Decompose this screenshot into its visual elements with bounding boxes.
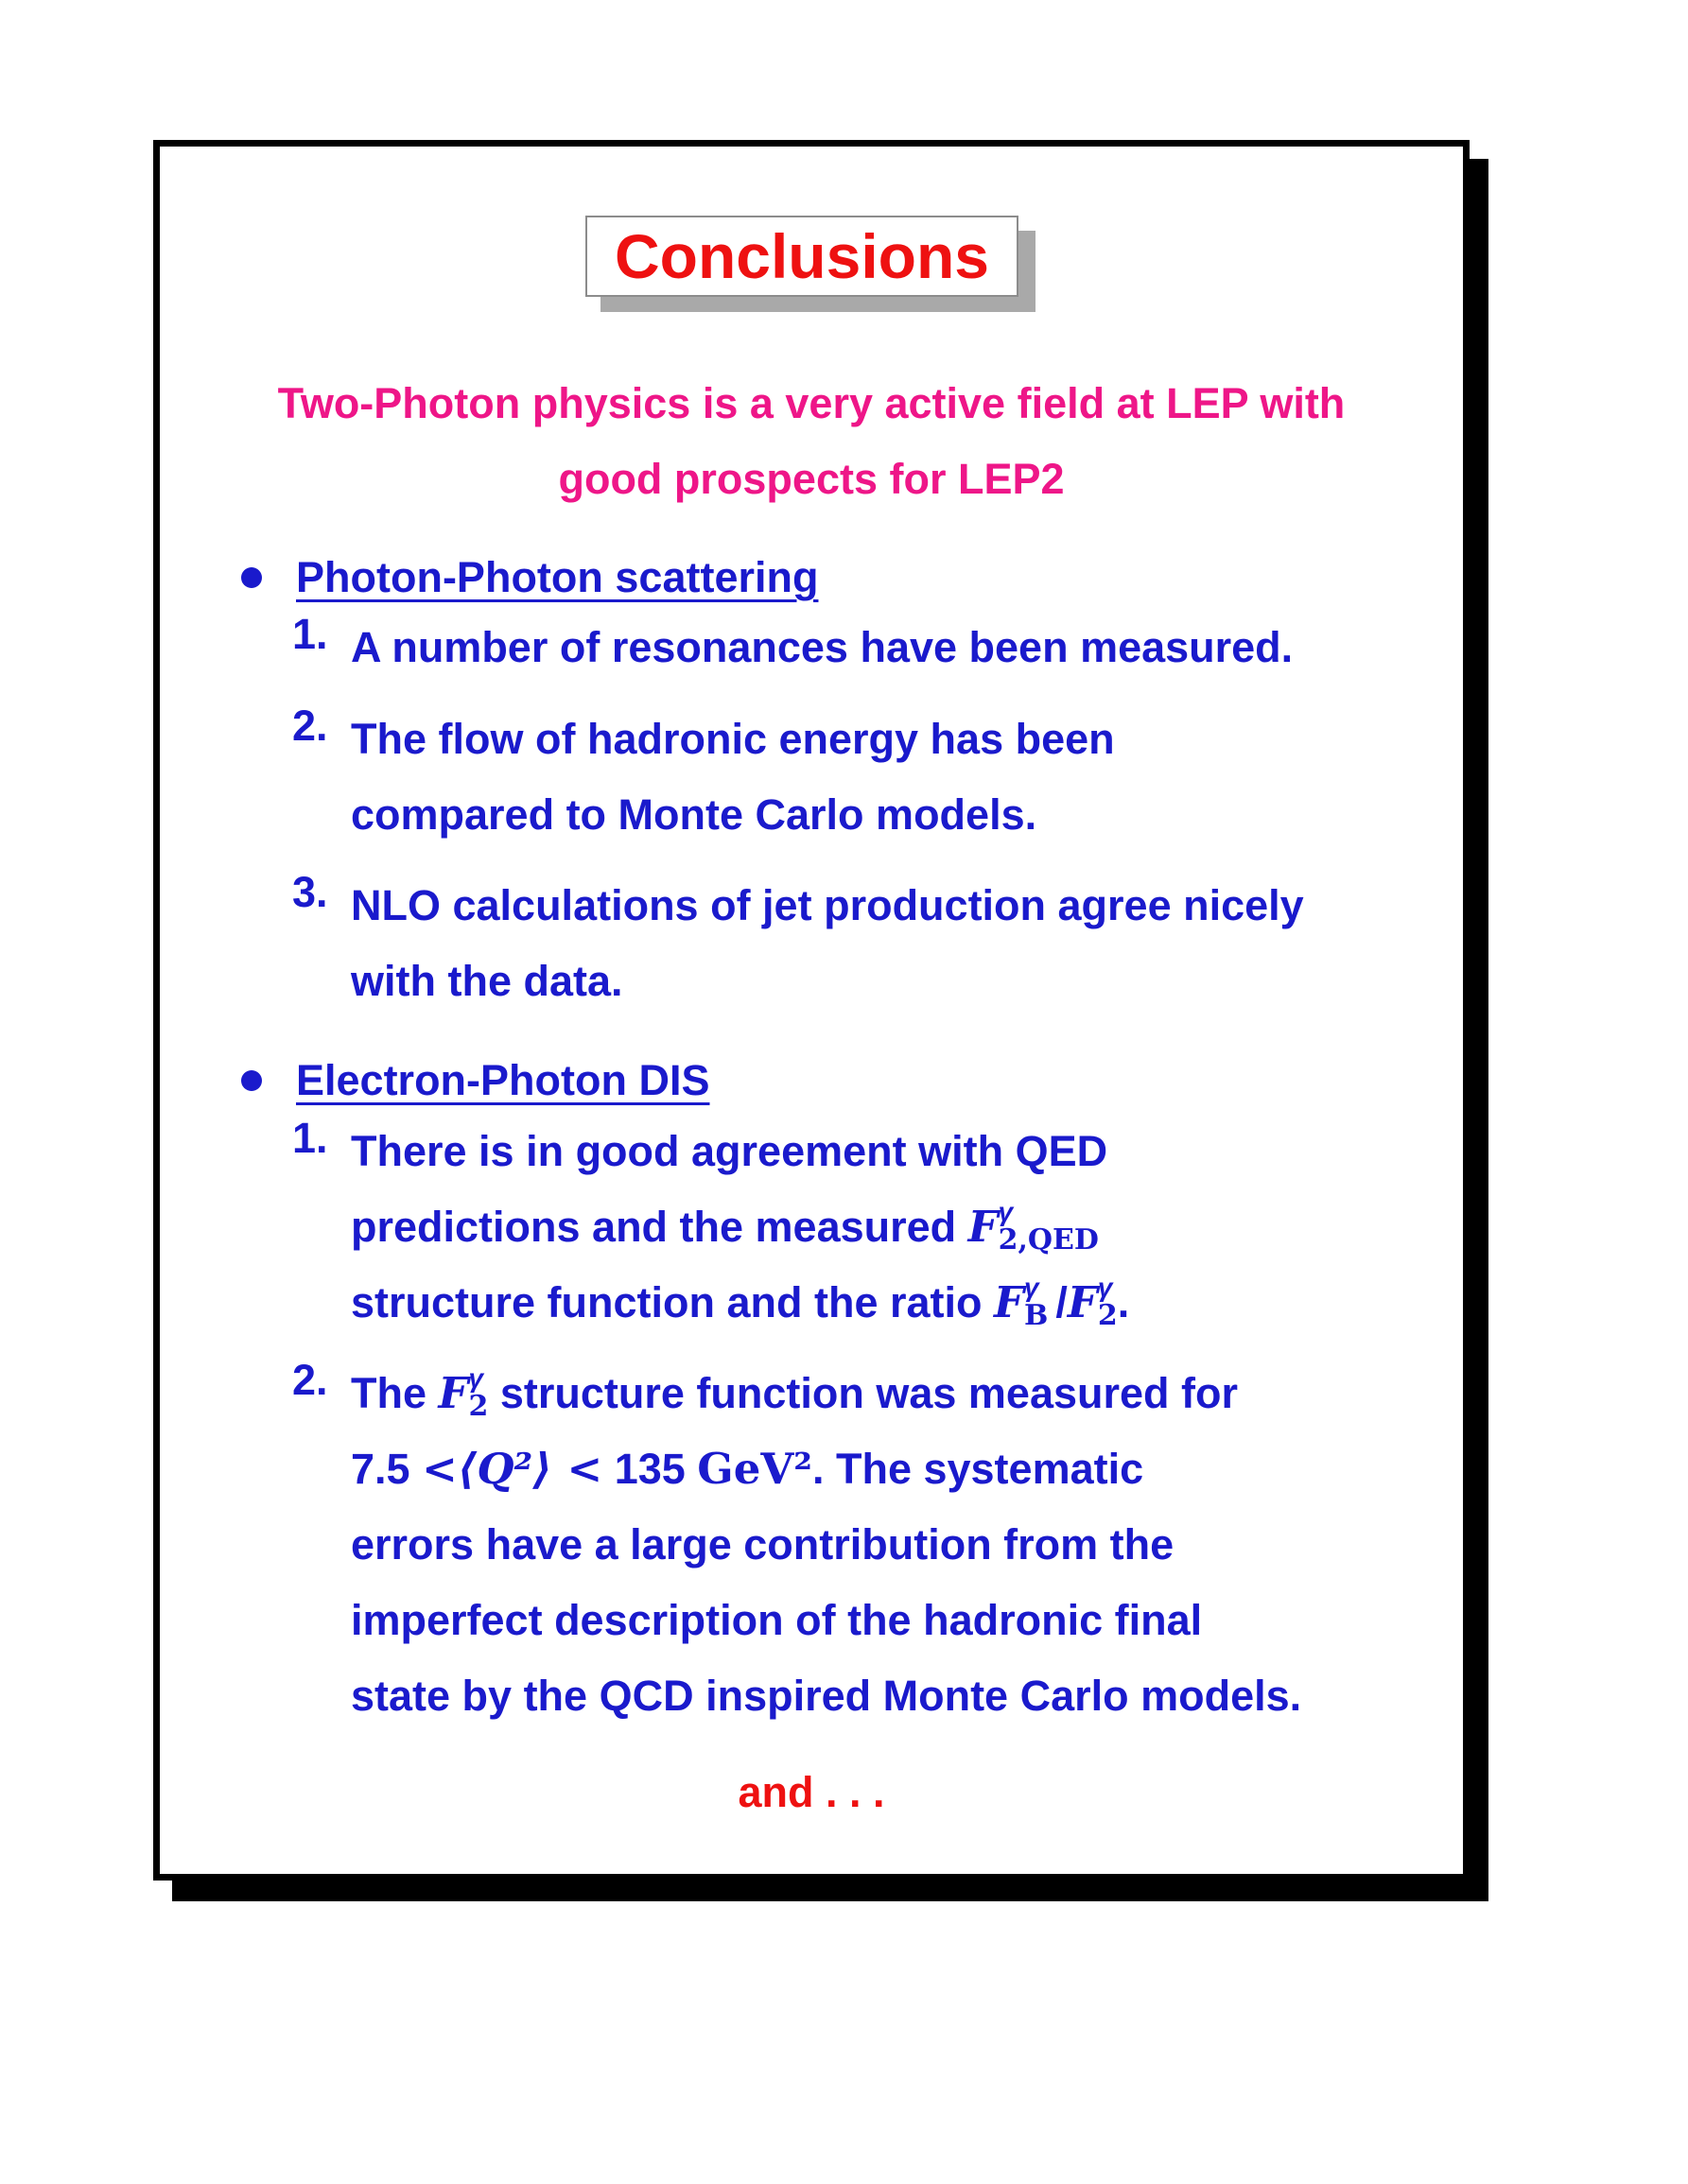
bullet-electron-photon (241, 1056, 710, 1105)
math-F: F (1067, 1277, 1098, 1327)
item-text-line: There is in good agreement with QED (351, 1127, 1108, 1175)
math-scripts (1024, 1273, 1049, 1333)
bullet-dot-icon (241, 1070, 262, 1091)
math-gamma: γ (998, 1197, 1014, 1227)
math-scripts (1097, 1273, 1118, 1333)
item-text-fragment: 135 (602, 1445, 698, 1493)
item-text: A number of resonances have been measured. (351, 623, 1294, 671)
math-scripts (999, 1198, 1099, 1255)
item-text-line (351, 1189, 1129, 1265)
math-F: F (438, 1368, 469, 1418)
intro-line-1: Two-Photon physics is a very active field at LEP with (277, 379, 1346, 427)
period: . (1117, 1278, 1130, 1326)
item-text-fragment: predictions and the measured (351, 1203, 968, 1251)
item-text-line: imperfect description of the hadronic final (351, 1596, 1203, 1644)
bullet-photon-photon (241, 553, 818, 602)
math-gamma: γ (468, 1363, 484, 1394)
math-q2-inequality: <⟨Q²⟩ < (422, 1444, 603, 1494)
math-gamma: γ (1097, 1273, 1113, 1303)
item-text-line (351, 1356, 1301, 1431)
title-box-wrapper (585, 216, 1018, 297)
item-text-fragment: structure function and the ratio (351, 1278, 995, 1326)
item-number: 1. (292, 610, 328, 658)
item-text-fragment: . The systematic (811, 1445, 1144, 1493)
item-text-fragment: structure function was measured for (488, 1369, 1239, 1417)
list-item (292, 610, 1408, 685)
math-sub-b: B (1024, 1299, 1049, 1333)
list-item (292, 1356, 1408, 1734)
item-text-line (351, 1265, 1129, 1341)
math-unit-gev2: GeV² (697, 1444, 812, 1494)
slide-title: Conclusions (585, 216, 1018, 297)
item-text-line: with the data. (351, 957, 623, 1005)
list-item (292, 702, 1408, 853)
section-heading: Photon-Photon scattering (296, 553, 819, 601)
list-item (292, 1114, 1408, 1341)
item-number: 2. (292, 702, 328, 750)
intro-statement (160, 366, 1463, 517)
item-text-line: NLO calculations of jet production agree nicely (351, 881, 1304, 929)
item-text-line: state by the QCD inspired Monte Carlo models. (351, 1672, 1302, 1720)
math-sub-2: 2 (1097, 1299, 1118, 1333)
item-text-line: errors have a large contribution from the (351, 1520, 1175, 1569)
item-text-line: compared to Monte Carlo models. (351, 790, 1037, 839)
slide-frame (153, 140, 1470, 1881)
item-number: 2. (292, 1356, 328, 1404)
closing-text: and . . . (738, 1768, 885, 1816)
intro-line-2: good prospects for LEP2 (558, 455, 1065, 503)
math-sub-qed: 2,QED (998, 1223, 1099, 1257)
list-item (292, 868, 1408, 1019)
math-gamma: γ (1024, 1273, 1039, 1303)
item-number: 3. (292, 868, 328, 916)
math-sub-2: 2 (468, 1390, 489, 1424)
math-scripts (468, 1363, 489, 1424)
math-F: F (967, 1202, 999, 1252)
math-slash: / (1055, 1278, 1068, 1326)
item-text-fragment: 7.5 (351, 1445, 423, 1493)
bullet-dot-icon (241, 567, 262, 588)
item-text-fragment: The (351, 1369, 439, 1417)
section-heading: Electron-Photon DIS (296, 1056, 710, 1104)
math-F: F (994, 1277, 1024, 1327)
item-text-line: The flow of hadronic energy has been (351, 715, 1115, 763)
item-number: 1. (292, 1114, 328, 1162)
item-text-line (351, 1431, 1301, 1507)
